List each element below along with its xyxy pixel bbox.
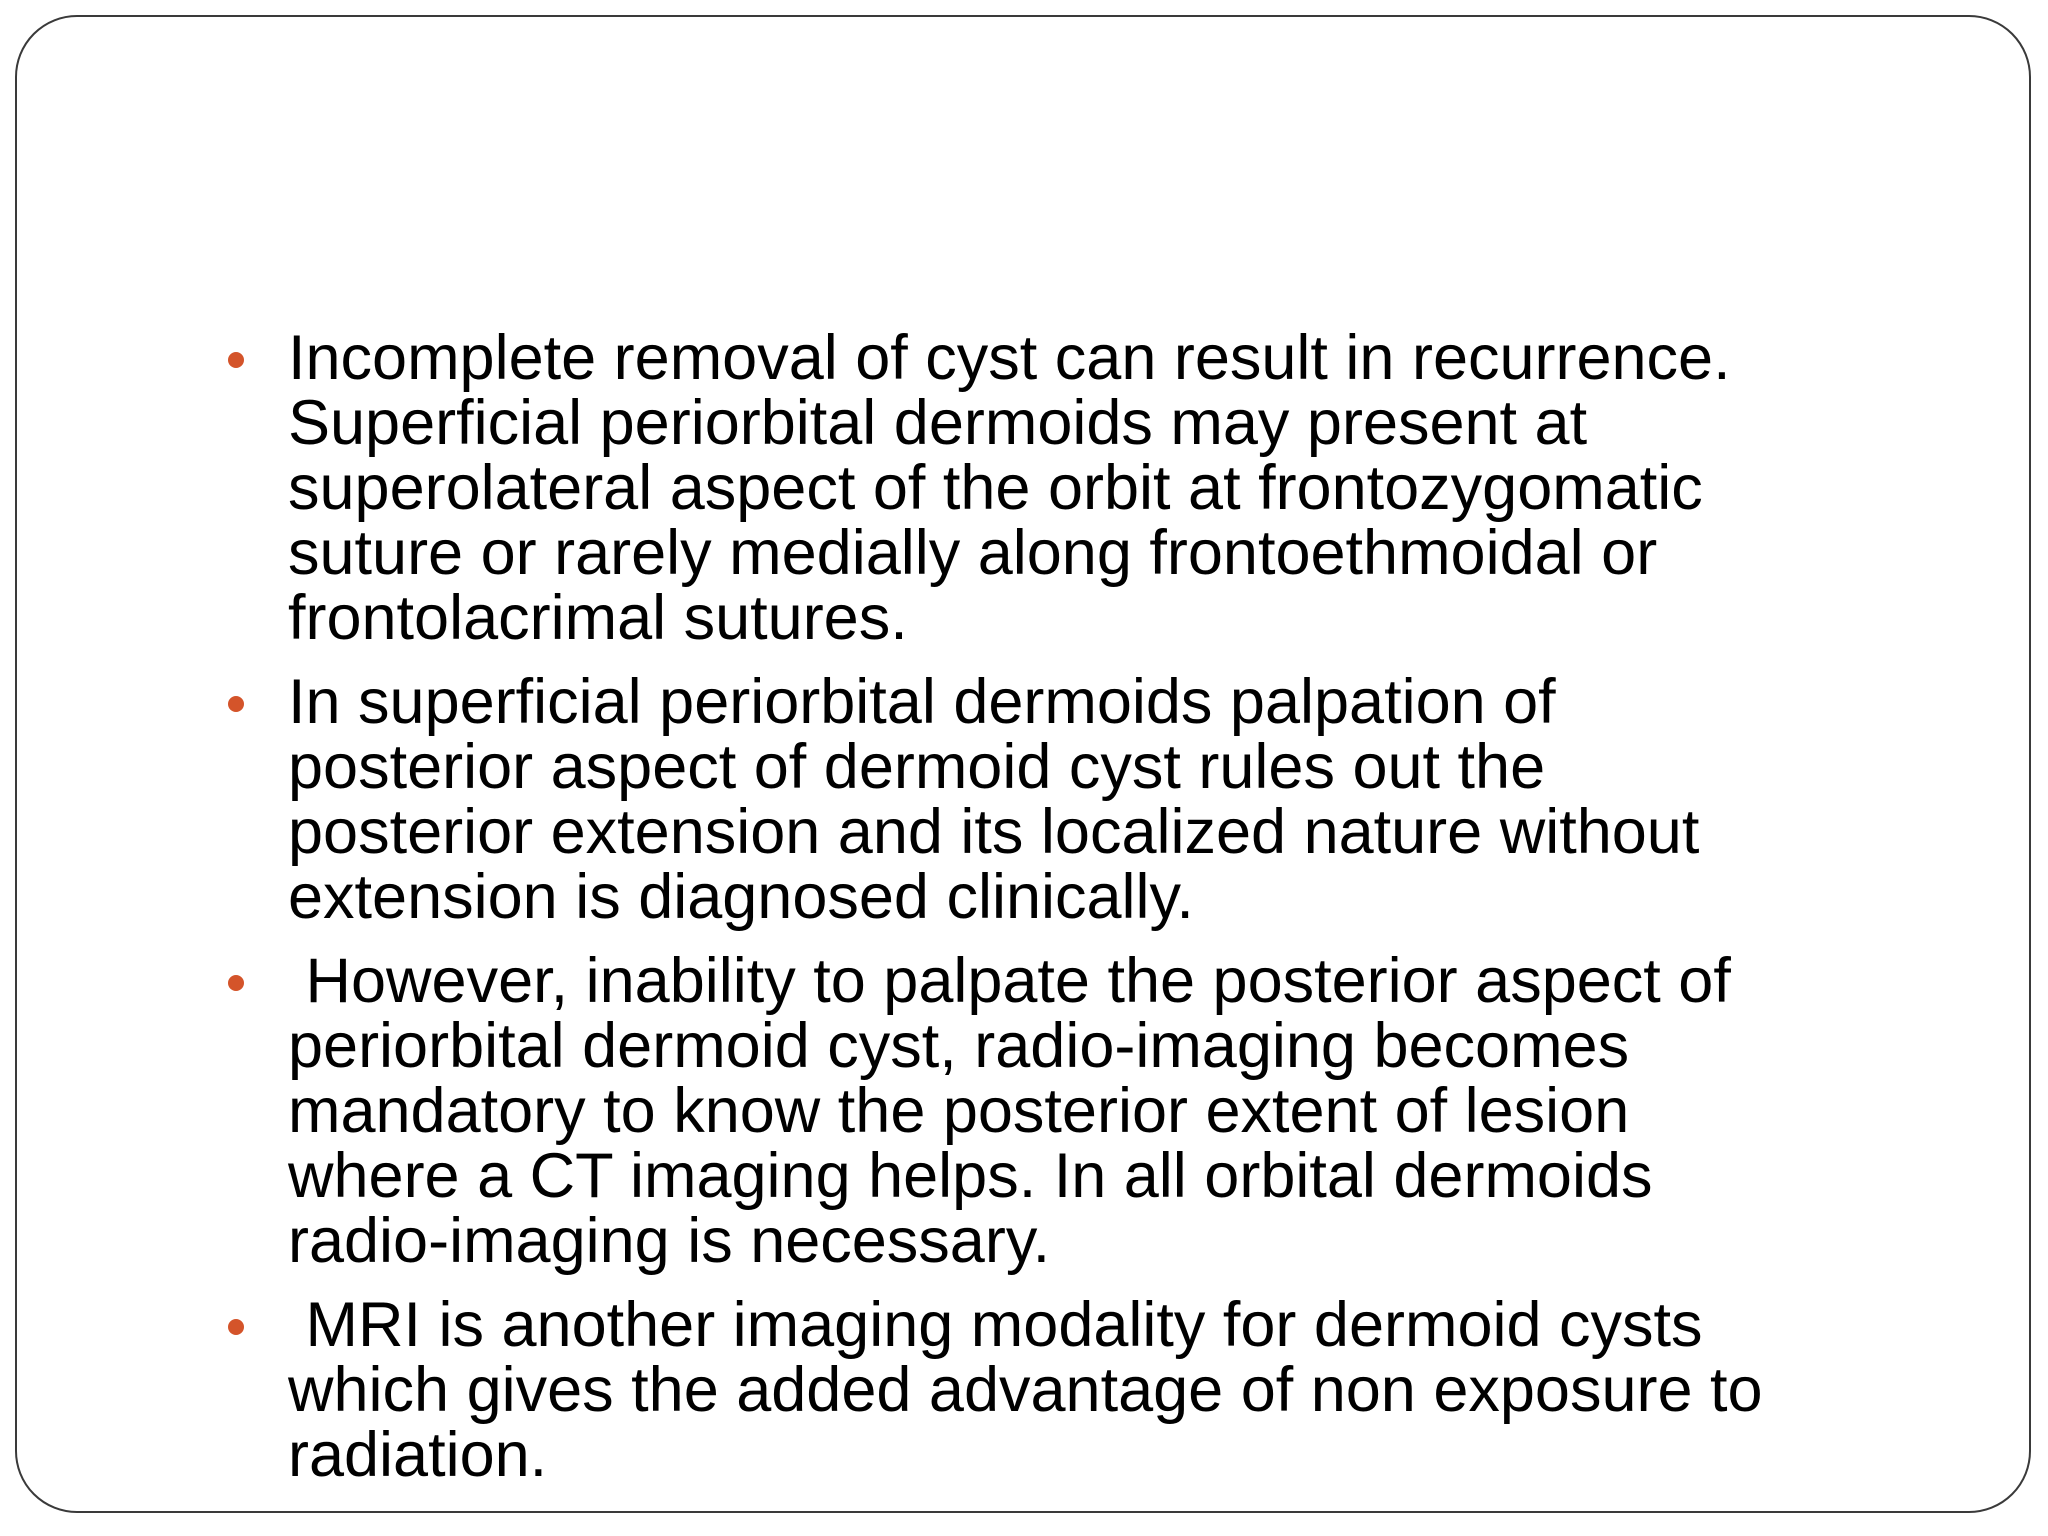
- bullet-line: posterior aspect of dermoid cyst rules out the: [288, 732, 1546, 802]
- bullet-item: [218, 323, 1918, 653]
- bullet-line: However, inability to palpate the posterior aspect of: [288, 946, 1731, 1016]
- bullet-line: superolateral aspect of the orbit at frontozygomatic: [288, 453, 1703, 523]
- bullet-line: extension is diagnosed clinically.: [288, 862, 1194, 932]
- bullet-line: MRI is another imaging modality for dermoid cysts: [288, 1290, 1703, 1360]
- bullet-line: In superficial periorbital dermoids palpation of: [288, 667, 1556, 737]
- bullet-line: posterior extension and its localized nature without: [288, 797, 1700, 867]
- bullet-item: [218, 667, 1918, 932]
- bullet-line: Incomplete removal of cyst can result in recurrence.: [288, 323, 1731, 393]
- bullet-item: [218, 1290, 1918, 1490]
- bullet-dot-icon: [228, 696, 244, 712]
- slide-content: [218, 323, 1918, 1507]
- bullet-line: periorbital dermoid cyst, radio-imaging becomes: [288, 1011, 1630, 1081]
- bullet-dot-icon: [228, 1319, 244, 1335]
- bullet-line: radio-imaging is necessary.: [288, 1206, 1051, 1276]
- bullet-dot-icon: [228, 352, 244, 368]
- bullet-line: frontolacrimal sutures.: [288, 583, 908, 653]
- bullet-line: Superficial periorbital dermoids may present at: [288, 388, 1588, 458]
- bullet-dot-icon: [228, 975, 244, 991]
- bullet-line: mandatory to know the posterior extent of lesion: [288, 1076, 1630, 1146]
- bullet-item: [218, 946, 1918, 1276]
- bullet-line: suture or rarely medially along frontoethmoidal or: [288, 518, 1658, 588]
- bullet-line: where a CT imaging helps. In all orbital dermoids: [288, 1141, 1653, 1211]
- bullet-line: which gives the added advantage of non exposure to: [288, 1355, 1763, 1425]
- bullet-list: [218, 323, 1918, 1490]
- bullet-line: radiation.: [288, 1420, 548, 1490]
